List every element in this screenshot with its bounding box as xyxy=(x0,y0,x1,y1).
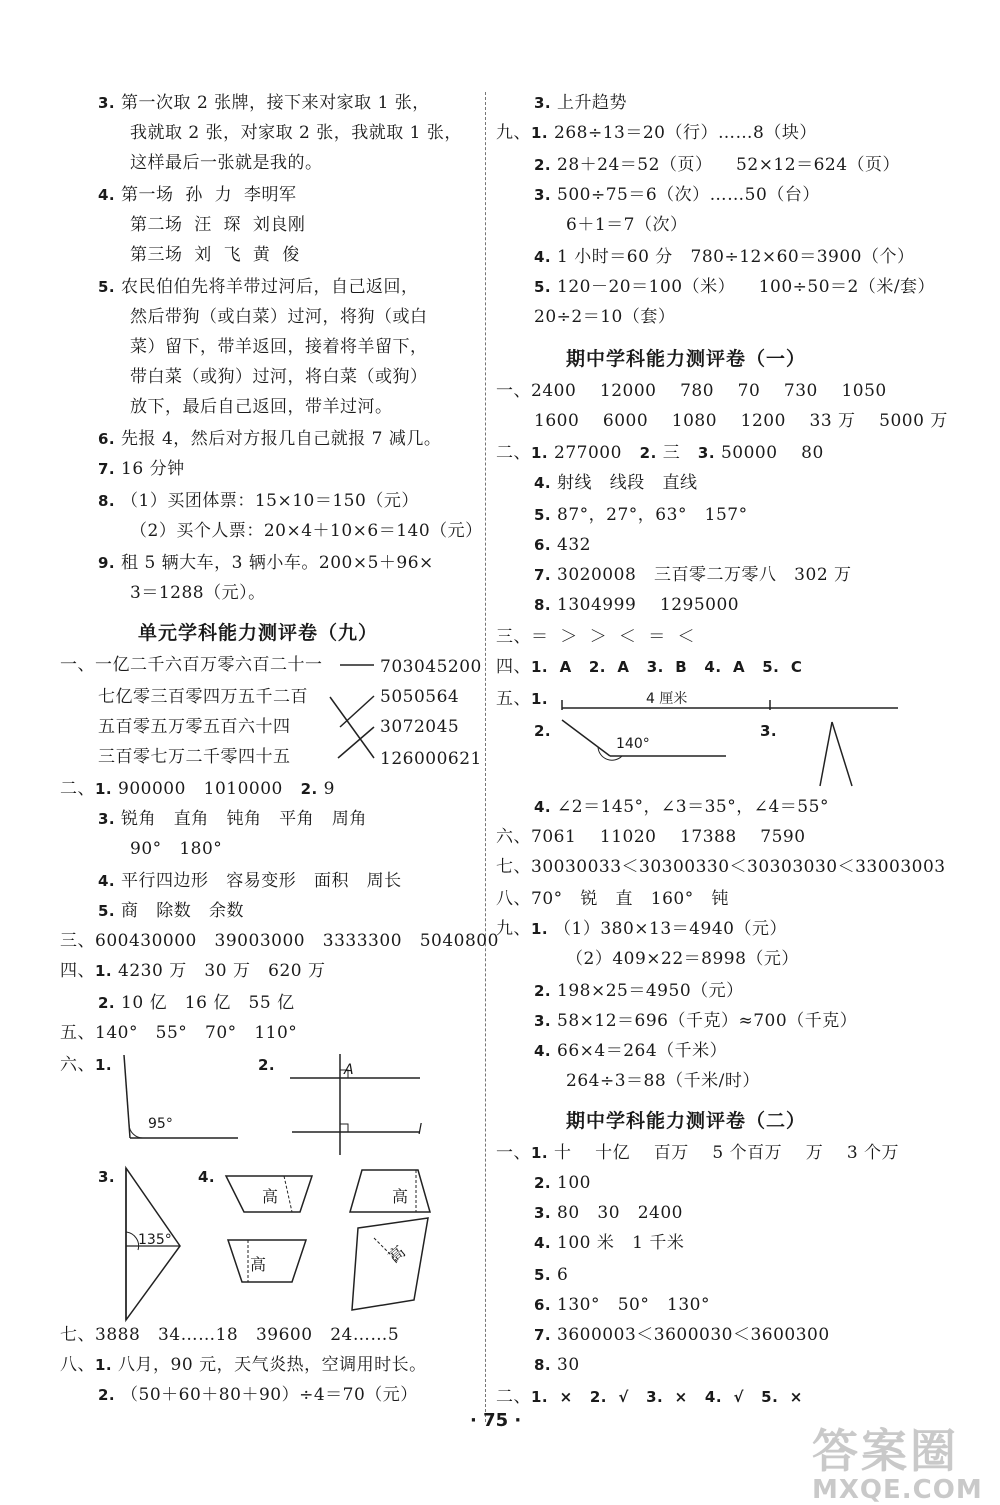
section-heading: 单元学科能力测评卷（九） xyxy=(138,622,379,644)
match-left: 三百零七万二千零四十五 xyxy=(98,747,291,767)
answer-line: 四、1. 4230 万 30 万 620 万 xyxy=(60,961,326,981)
point-label: A xyxy=(344,1062,354,1078)
answer-line: 然后带狗（或白菜）过河，将狗（或白 xyxy=(130,307,428,327)
answer-line: 我就取 2 张，对家取 2 张，我就取 1 张， xyxy=(130,123,462,143)
match-right: 3072045 xyxy=(380,717,460,737)
answer-line: 7. 3020008 三百零二万零八 302 万 xyxy=(534,565,852,585)
answer-line: 3. 锐角 直角 钝角 平角 周角 xyxy=(98,809,367,829)
answer-line: 第二场 汪 琛 刘良刚 xyxy=(130,215,306,235)
answer-line: 5. 87°，27°，63° 157° xyxy=(534,505,748,525)
answer-line: 5. 农民伯伯先将羊带过河后，自己返回， xyxy=(98,277,419,297)
answer-line: 4. 平行四边形 容易变形 面积 周长 xyxy=(98,871,402,891)
angle-label: 135° xyxy=(138,1232,172,1248)
answer-line: 七、3888 34……18 39600 24……5 xyxy=(60,1325,400,1345)
answer-line: 8. （1）买团体票：15×10＝150（元） xyxy=(98,491,419,511)
section-heading: 期中学科能力测评卷（二） xyxy=(566,1110,807,1132)
answer-line: 2. 100 xyxy=(534,1173,591,1193)
answer-line: 3. 上升趋势 xyxy=(534,93,628,113)
match-left: 五百零五万零五百六十四 xyxy=(98,717,291,737)
answer-line: （2）409×22＝8998（元） xyxy=(566,949,799,969)
answer-line: 六、1. xyxy=(60,1055,113,1075)
watermark-url: MXQE.COM xyxy=(812,1475,983,1505)
answer-line: 4. xyxy=(198,1168,216,1186)
answer-line: 2. 28＋24＝52（页） 52×12＝624（页） xyxy=(534,155,901,175)
height-label: 高 xyxy=(392,1187,409,1206)
answer-line: 4. 1 小时＝60 分 780÷12×60＝3900（个） xyxy=(534,247,915,267)
answer-line: 八、1. 八月，90 元，天气炎热，空调用时长。 xyxy=(60,1355,427,1375)
line-label: l xyxy=(418,1122,422,1138)
answer-line: 带白菜（或狗）过河，将白菜（或狗） xyxy=(130,367,428,387)
answer-line: 3. xyxy=(760,722,778,740)
answer-line: 七、30030033＜30300330＜30303030＜33003003 xyxy=(496,857,946,877)
answer-line: 3. xyxy=(98,1168,116,1186)
answer-line: 2. xyxy=(534,722,552,740)
watermark-logo: 答案圈 xyxy=(812,1424,959,1478)
page-number: · 75 · xyxy=(470,1410,522,1431)
answer-line: 九、1. （1）380×13＝4940（元） xyxy=(496,919,787,939)
answer-line: 5. 商 除数 余数 xyxy=(98,901,244,921)
watermark xyxy=(812,1415,983,1505)
answer-line: 5. 120－20＝100（米） 100÷50＝2（米/套） xyxy=(534,277,936,297)
answer-line: 20÷2＝10（套） xyxy=(534,307,676,327)
answer-line: 3. 80 30 2400 xyxy=(534,1203,683,1223)
answer-line: 第三场 刘 飞 黄 俊 xyxy=(130,245,300,265)
answer-line: 4. 第一场 孙 力 李明军 xyxy=(98,185,297,205)
answer-line: 四、1. A 2. A 3. B 4. A 5. C xyxy=(496,657,803,677)
answer-line: 二、1. × 2. √ 3. × 4. √ 5. × xyxy=(496,1387,803,1407)
answer-line: 2. xyxy=(258,1056,276,1074)
answer-line: 一、1. 十 十亿 百万 5 个百万 万 3 个万 xyxy=(496,1143,900,1163)
answer-line: 3. 第一次取 2 张牌，接下来对家取 1 张， xyxy=(98,93,430,113)
answer-line: 8. 30 xyxy=(534,1355,580,1375)
answer-line: 3＝1288（元）。 xyxy=(130,583,266,603)
answer-line: 264÷3＝88（千米/时） xyxy=(566,1071,760,1091)
answer-line: 7. 16 分钟 xyxy=(98,459,185,479)
height-label: 高 xyxy=(250,1255,267,1274)
answer-line: 6. 432 xyxy=(534,535,591,555)
answer-line: 六、7061 11020 17388 7590 xyxy=(496,827,806,847)
match-right: 5050564 xyxy=(380,687,460,707)
match-right: 126000621 xyxy=(380,749,482,769)
answer-line: 6. 130° 50° 130° xyxy=(534,1295,710,1315)
answer-line: 这样最后一张就是我的。 xyxy=(130,153,323,173)
angle-label: 140° xyxy=(616,736,650,752)
answer-line: 九、1. 268÷13＝20（行）……8（块） xyxy=(496,123,817,143)
answer-line: 3. 500÷75＝6（次）……50（台） xyxy=(534,185,820,205)
answer-line: 4. ∠2＝145°，∠3＝35°，∠4＝55° xyxy=(534,797,829,817)
answer-line: 3. 58×12＝696（千克）≈700（千克） xyxy=(534,1011,858,1031)
answer-line: 菜）留下，带羊返回，接着将羊留下， xyxy=(130,337,428,357)
answer-line: 三、＝ ＞ ＞ ＜ ＝ ＜ xyxy=(496,627,696,647)
answer-line: 1600 6000 1080 1200 33 万 5000 万 xyxy=(534,411,948,431)
match-right: 703045200 xyxy=(380,657,482,677)
height-label: 高 xyxy=(384,1241,409,1267)
answer-line: 五、140° 55° 70° 110° xyxy=(60,1023,298,1043)
angle-label: 95° xyxy=(148,1116,173,1132)
answer-line: 三、600430000 39003000 3333300 5040800 xyxy=(60,931,499,951)
answer-line: 7. 3600003＜3600030＜3600300 xyxy=(534,1325,830,1345)
answer-line: 二、1. 900000 1010000 2. 9 xyxy=(60,779,335,799)
answer-line: 4. 66×4＝264（千米） xyxy=(534,1041,728,1061)
height-label: 高 xyxy=(262,1187,279,1206)
answer-line: 9. 租 5 辆大车，3 辆小车。200×5＋96× xyxy=(98,553,434,573)
match-left: 七亿零三百零四万五千二百 xyxy=(98,687,308,707)
answer-line: 放下，最后自己返回，带羊过河。 xyxy=(130,397,393,417)
answer-line: 二、1. 277000 2. 三 3. 50000 80 xyxy=(496,443,824,463)
match-left: 一、一亿二千六百万零六百二十一 xyxy=(60,655,323,675)
answer-line: 八、70° 锐 直 160° 钝 xyxy=(496,889,729,909)
answer-line: 2. （50＋60＋80＋90）÷4＝70（元） xyxy=(98,1385,418,1405)
answer-line: 8. 1304999 1295000 xyxy=(534,595,740,615)
answer-line: （2）买个人票：20×4＋10×6＝140（元） xyxy=(130,521,483,541)
segment-label: 4 厘米 xyxy=(646,691,688,707)
section-heading: 期中学科能力测评卷（一） xyxy=(566,348,807,370)
answer-line: 4. 射线 线段 直线 xyxy=(534,473,698,493)
answer-line: 五、1. xyxy=(496,689,549,709)
answer-line: 2. 198×25＝4950（元） xyxy=(534,981,744,1001)
answer-line: 2. 10 亿 16 亿 55 亿 xyxy=(98,993,295,1013)
answer-line: 一、2400 12000 780 70 730 1050 xyxy=(496,381,887,401)
answer-line: 6. 先报 4，然后对方报几自己就报 7 减几。 xyxy=(98,429,442,449)
answer-line: 6＋1＝7（次） xyxy=(566,215,688,235)
answer-line: 5. 6 xyxy=(534,1265,569,1285)
answer-line: 90° 180° xyxy=(130,839,223,859)
answer-line: 4. 100 米 1 千米 xyxy=(534,1233,685,1253)
